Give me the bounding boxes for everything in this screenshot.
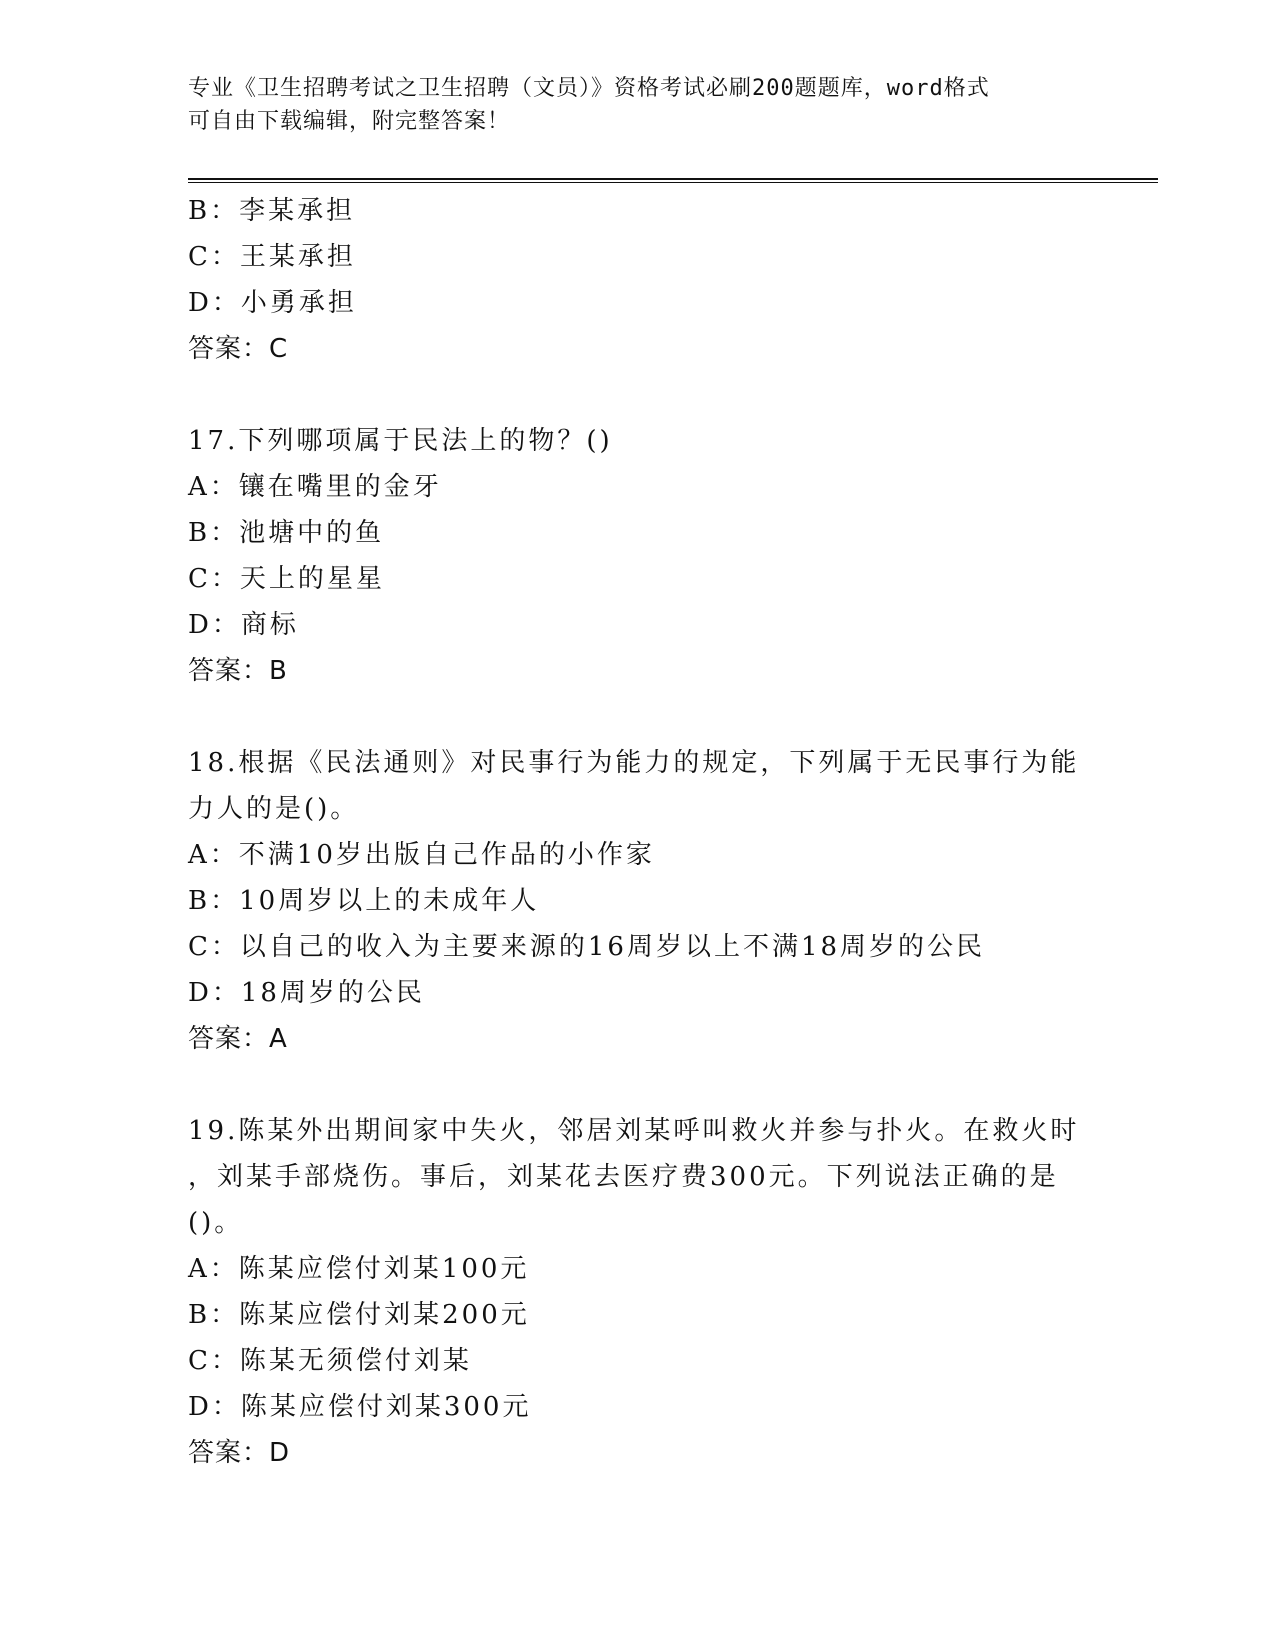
question-block-16 — [188, 188, 1088, 372]
question-list — [188, 188, 1088, 1476]
spacer — [188, 372, 1088, 418]
spacer — [188, 694, 1088, 740]
option-c: C：陈某无须偿付刘某 — [188, 1346, 472, 1376]
option-a: A：不满10岁出版自己作品的小作家 — [188, 840, 655, 870]
question-block-18 — [188, 740, 1088, 1062]
header-title-line-2: 可自由下载编辑，附完整答案！ — [188, 109, 511, 134]
option-b: B：陈某应偿付刘某200元 — [188, 1300, 530, 1330]
answer-line: 答案：D — [188, 1438, 291, 1468]
document-header — [188, 72, 1078, 138]
option-b: B：李某承担 — [188, 196, 356, 226]
option-b: B：池塘中的鱼 — [188, 518, 385, 548]
question-stem-line-2: 力人的是()。 — [188, 794, 360, 824]
option-a: A：陈某应偿付刘某100元 — [188, 1254, 530, 1284]
option-c: C：天上的星星 — [188, 564, 385, 594]
option-b: B：10周岁以上的未成年人 — [188, 886, 540, 916]
question-stem: 17.下列哪项属于民法上的物？() — [188, 426, 613, 456]
answer-line: 答案：B — [188, 656, 288, 686]
answer-line: 答案：C — [188, 334, 289, 364]
spacer — [188, 1062, 1088, 1108]
question-block-19 — [188, 1108, 1088, 1476]
question-stem-line-1: 19.陈某外出期间家中失火，邻居刘某呼叫救火并参与扑火。在救火时 — [188, 1116, 1080, 1146]
question-stem-line-1: 18.根据《民法通则》对民事行为能力的规定，下列属于无民事行为能 — [188, 748, 1080, 778]
question-stem-line-3: ()。 — [188, 1208, 244, 1238]
option-d: D：商标 — [188, 610, 299, 640]
option-a: A：镶在嘴里的金牙 — [188, 472, 442, 502]
question-block-17 — [188, 418, 1088, 694]
header-title-line-1: 专业《卫生招聘考试之卫生招聘（文员）》资格考试必刷200题题库，word格式 — [188, 76, 990, 101]
option-d: D：18周岁的公民 — [188, 978, 425, 1008]
option-d: D：小勇承担 — [188, 288, 357, 318]
option-c: C：以自己的收入为主要来源的16周岁以上不满18周岁的公民 — [188, 932, 986, 962]
header-divider — [188, 178, 1158, 183]
answer-line: 答案：A — [188, 1024, 288, 1054]
question-stem-line-2: ，刘某手部烧伤。事后，刘某花去医疗费300元。下列说法正确的是 — [188, 1162, 1059, 1192]
option-d: D：陈某应偿付刘某300元 — [188, 1392, 532, 1422]
option-c: C：王某承担 — [188, 242, 356, 272]
